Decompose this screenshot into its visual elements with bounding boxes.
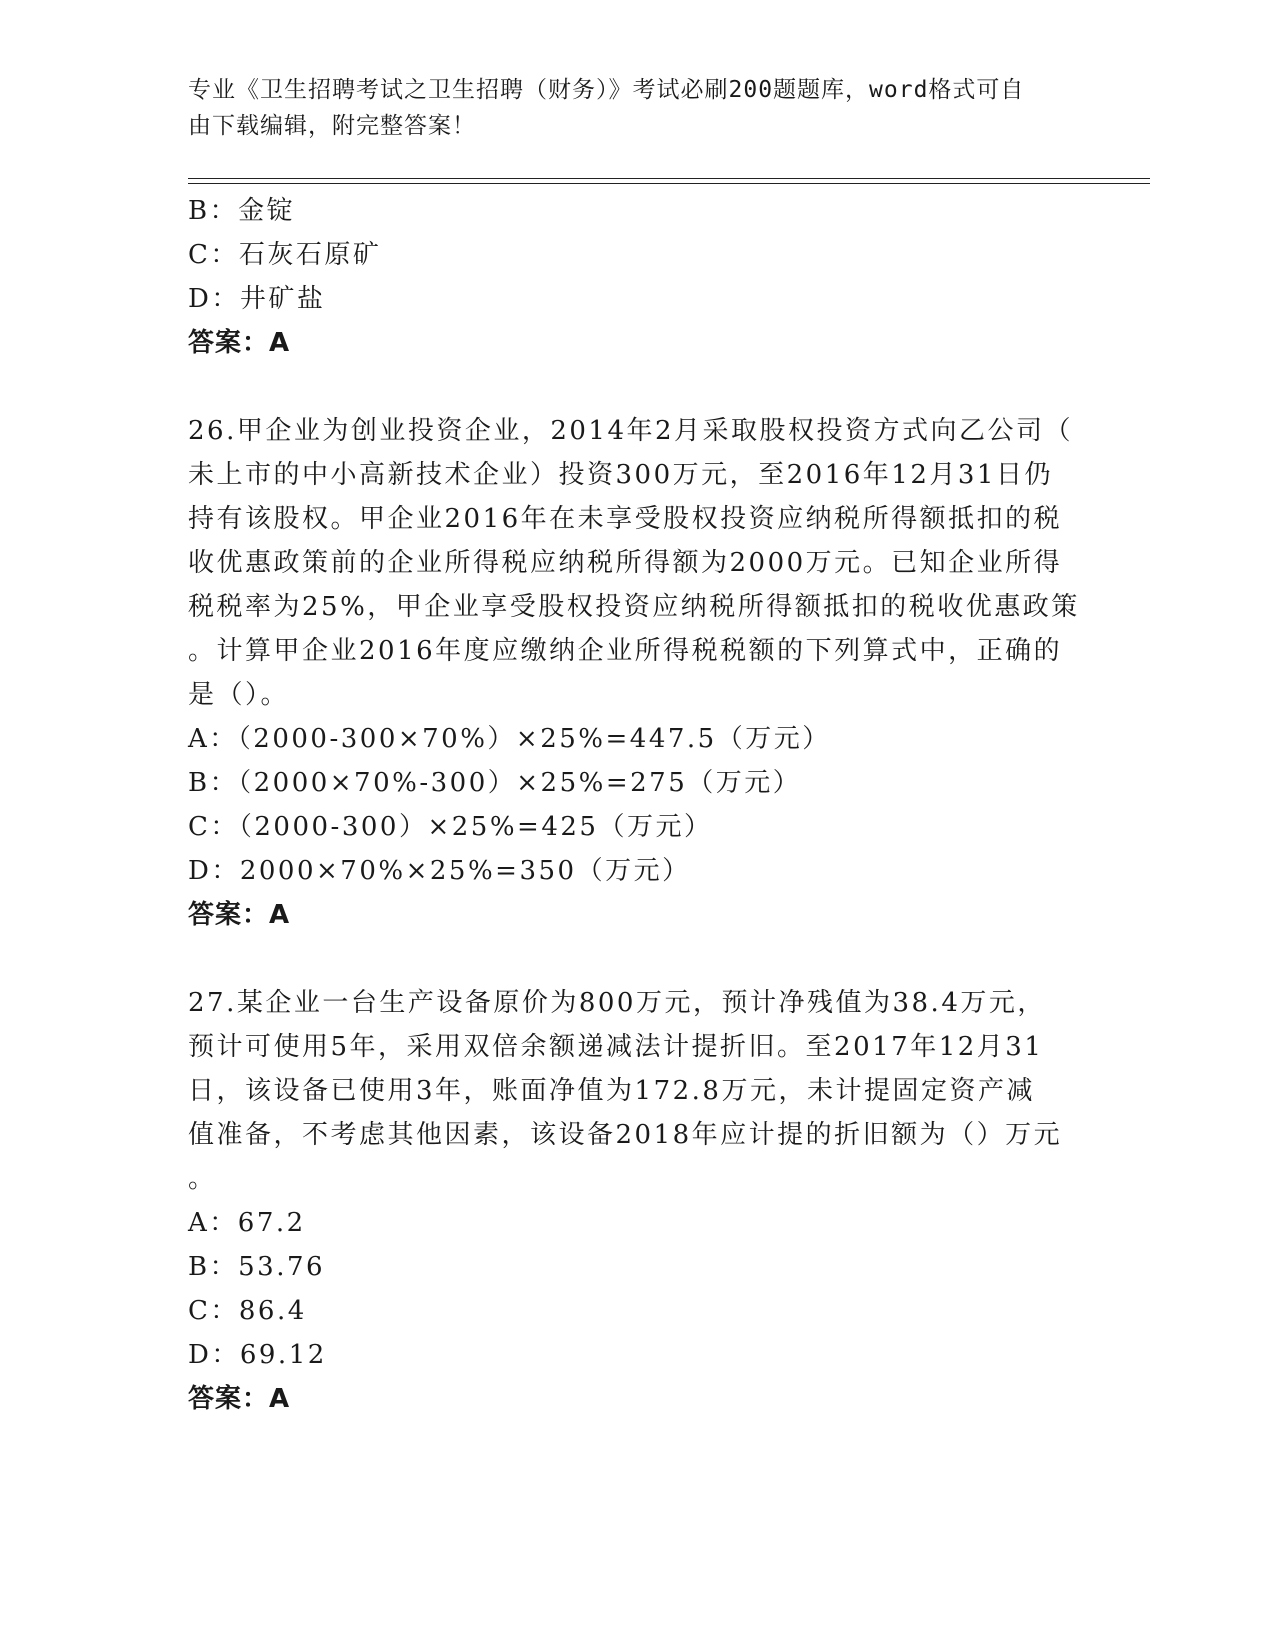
q26-answer: 答案：A bbox=[188, 900, 291, 930]
q26-stem-line-6: 。计算甲企业2016年度应缴纳企业所得税税额的下列算式中，正确的 bbox=[188, 636, 1063, 666]
q26-stem-line-7: 是（）。 bbox=[188, 680, 290, 710]
q27-option-c: C：86.4 bbox=[188, 1296, 307, 1326]
q26-option-b: B：（2000×70%-300）×25%=275（万元） bbox=[188, 768, 802, 798]
q27-stem-line-4: 值准备，不考虑其他因素，该设备2018年应计提的折旧额为（）万元 bbox=[188, 1120, 1063, 1150]
q27-stem-line-3: 日，该设备已使用3年，账面净值为172.8万元，未计提固定资产减 bbox=[188, 1076, 1035, 1106]
q25-option-d: D：井矿盐 bbox=[188, 284, 326, 314]
q27-answer: 答案：A bbox=[188, 1384, 291, 1414]
q27-option-d: D：69.12 bbox=[188, 1340, 327, 1370]
q27-stem-line-1: 27.某企业一台生产设备原价为800万元，预计净残值为38.4万元， bbox=[188, 988, 1046, 1018]
q26-stem-line-1: 26.甲企业为创业投资企业，2014年2月采取股权投资方式向乙公司（ bbox=[188, 416, 1074, 446]
q27-option-b: B：53.76 bbox=[188, 1252, 326, 1282]
q26-option-a: A：（2000-300×70%）×25%=447.5（万元） bbox=[188, 724, 831, 754]
q26-stem-line-5: 税税率为25%，甲企业享受股权投资应纳税所得额抵扣的税收优惠政策 bbox=[188, 592, 1080, 622]
q25-option-b: B：金锭 bbox=[188, 196, 296, 226]
q27-option-a: A：67.2 bbox=[188, 1208, 306, 1238]
q27-stem-line-2: 预计可使用5年，采用双倍余额递减法计提折旧。至2017年12月31 bbox=[188, 1032, 1044, 1062]
header-divider-top bbox=[188, 178, 1150, 179]
q25-answer: 答案：A bbox=[188, 328, 291, 358]
q26-option-c: C：（2000-300）×25%=425（万元） bbox=[188, 812, 713, 842]
document-header bbox=[188, 72, 1088, 144]
header-line-1: 专业《卫生招聘考试之卫生招聘（财务）》考试必刷200题题库，word格式可自 bbox=[188, 77, 1025, 103]
header-line-2: 由下载编辑，附完整答案！ bbox=[188, 113, 476, 139]
q26-stem-line-2: 未上市的中小高新技术企业）投资300万元，至2016年12月31日仍 bbox=[188, 460, 1053, 490]
q26-stem-line-3: 持有该股权。甲企业2016年在未享受股权投资应纳税所得额抵扣的税 bbox=[188, 504, 1063, 534]
q26-stem-line-4: 收优惠政策前的企业所得税应纳税所得额为2000万元。已知企业所得 bbox=[188, 548, 1063, 578]
q27-stem-line-5: 。 bbox=[188, 1164, 217, 1194]
q25-option-c: C：石灰石原矿 bbox=[188, 240, 382, 270]
q26-option-d: D：2000×70%×25%=350（万元） bbox=[188, 856, 691, 886]
header-divider-bottom bbox=[188, 183, 1150, 184]
